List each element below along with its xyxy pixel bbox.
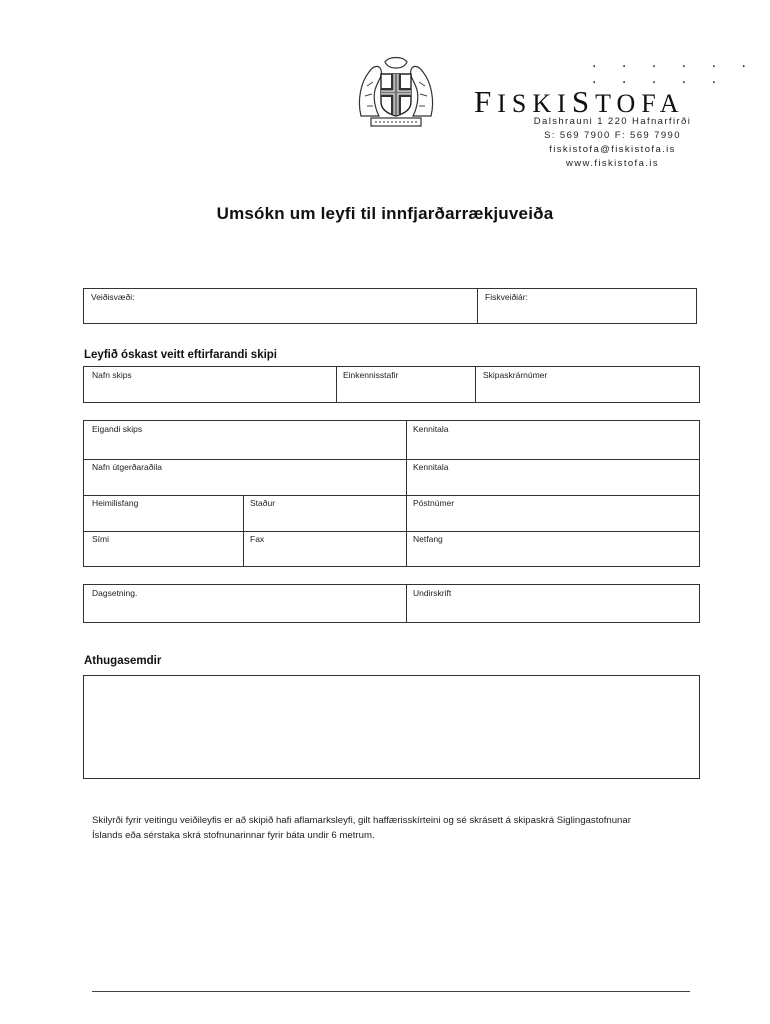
remarks-field[interactable] (83, 675, 700, 779)
area-row (83, 288, 697, 324)
operator-id-field[interactable] (407, 460, 699, 495)
owner-id-label: Kennitala (413, 424, 449, 434)
conditions-note-line-1: Skilyrði fyrir veitingu veiðileyfis er að skipið hafi aflamarksleyfi, gilt haffærisskírteini og sé skrásett á skipaskrá Siglingastofnunar (92, 815, 631, 826)
email-line: fiskistofa@fiskistofa.is (549, 144, 676, 155)
fax-field[interactable] (244, 532, 406, 566)
footer-rule (92, 991, 690, 992)
postcode-label: Póstnúmer (413, 498, 455, 508)
fax-label: Fax (250, 534, 265, 544)
signature-field[interactable] (407, 585, 699, 622)
registry-number-field[interactable] (476, 367, 699, 402)
web-line: www.fiskistofa.is (566, 158, 659, 169)
vessel-section-heading: Leyfið óskast veitt eftirfarandi skipi (84, 349, 278, 361)
page-title: Umsókn um leyfi til innfjarðarrækjuveiða (216, 204, 554, 223)
call-sign-field[interactable] (337, 367, 475, 402)
date-field[interactable] (84, 585, 406, 622)
phone-label: Sími (92, 534, 109, 544)
call-sign-label: Einkennisstafir (343, 370, 399, 380)
postcode-field[interactable] (407, 496, 699, 531)
owner-name-label: Eigandi skips (92, 424, 143, 434)
coat-of-arms-icon (355, 56, 437, 130)
signature-label: Undirskrift (413, 588, 452, 598)
place-label: Staður (250, 498, 276, 508)
fishing-area-field[interactable] (84, 289, 477, 323)
operator-name-field[interactable] (84, 460, 406, 495)
brand-text-tofa: TOFA (595, 89, 685, 118)
email-field[interactable] (407, 532, 699, 566)
conditions-note (92, 813, 757, 843)
brand-letter-s: S (571, 84, 596, 119)
owner-table (83, 420, 700, 567)
vessel-name-label: Nafn skips (92, 370, 132, 380)
fishing-year-label: Fiskveiðiár: (485, 292, 528, 302)
phone-line: S: 569 7900 F: 569 7990 (544, 130, 681, 141)
owner-name-field[interactable] (84, 421, 406, 459)
brand-text-iski: ISKI (497, 89, 572, 118)
address-line: Dalshrauni 1 220 Hafnarfirði (533, 116, 692, 127)
email-label: Netfang (413, 534, 443, 544)
signature-row (83, 584, 700, 623)
vessel-name-field[interactable] (84, 367, 336, 402)
brand-logo (474, 84, 685, 120)
conditions-note-line-2: Íslands eða sérstaka skrá stofnunarinnar fyrir báta undir 6 metrum. (92, 830, 375, 841)
remarks-heading: Athugasemdir (84, 655, 162, 667)
phone-field[interactable] (84, 532, 243, 566)
address-field[interactable] (84, 496, 243, 531)
vessel-row (83, 366, 700, 403)
date-label: Dagsetning. (92, 588, 138, 598)
address-label: Heimilisfang (92, 498, 139, 508)
owner-id-field[interactable] (407, 421, 699, 459)
fishing-area-label: Veiðisvæði: (91, 292, 135, 302)
operator-id-label: Kennitala (413, 462, 449, 472)
decorative-dots: . . . . . . . . . . . (592, 54, 757, 87)
operator-name-label: Nafn útgerðaraðila (92, 462, 162, 472)
place-field[interactable] (244, 496, 406, 531)
fishing-year-field[interactable] (478, 289, 696, 323)
brand-letter-f: F (474, 84, 498, 119)
registry-number-label: Skipaskrárnúmer (483, 370, 548, 380)
